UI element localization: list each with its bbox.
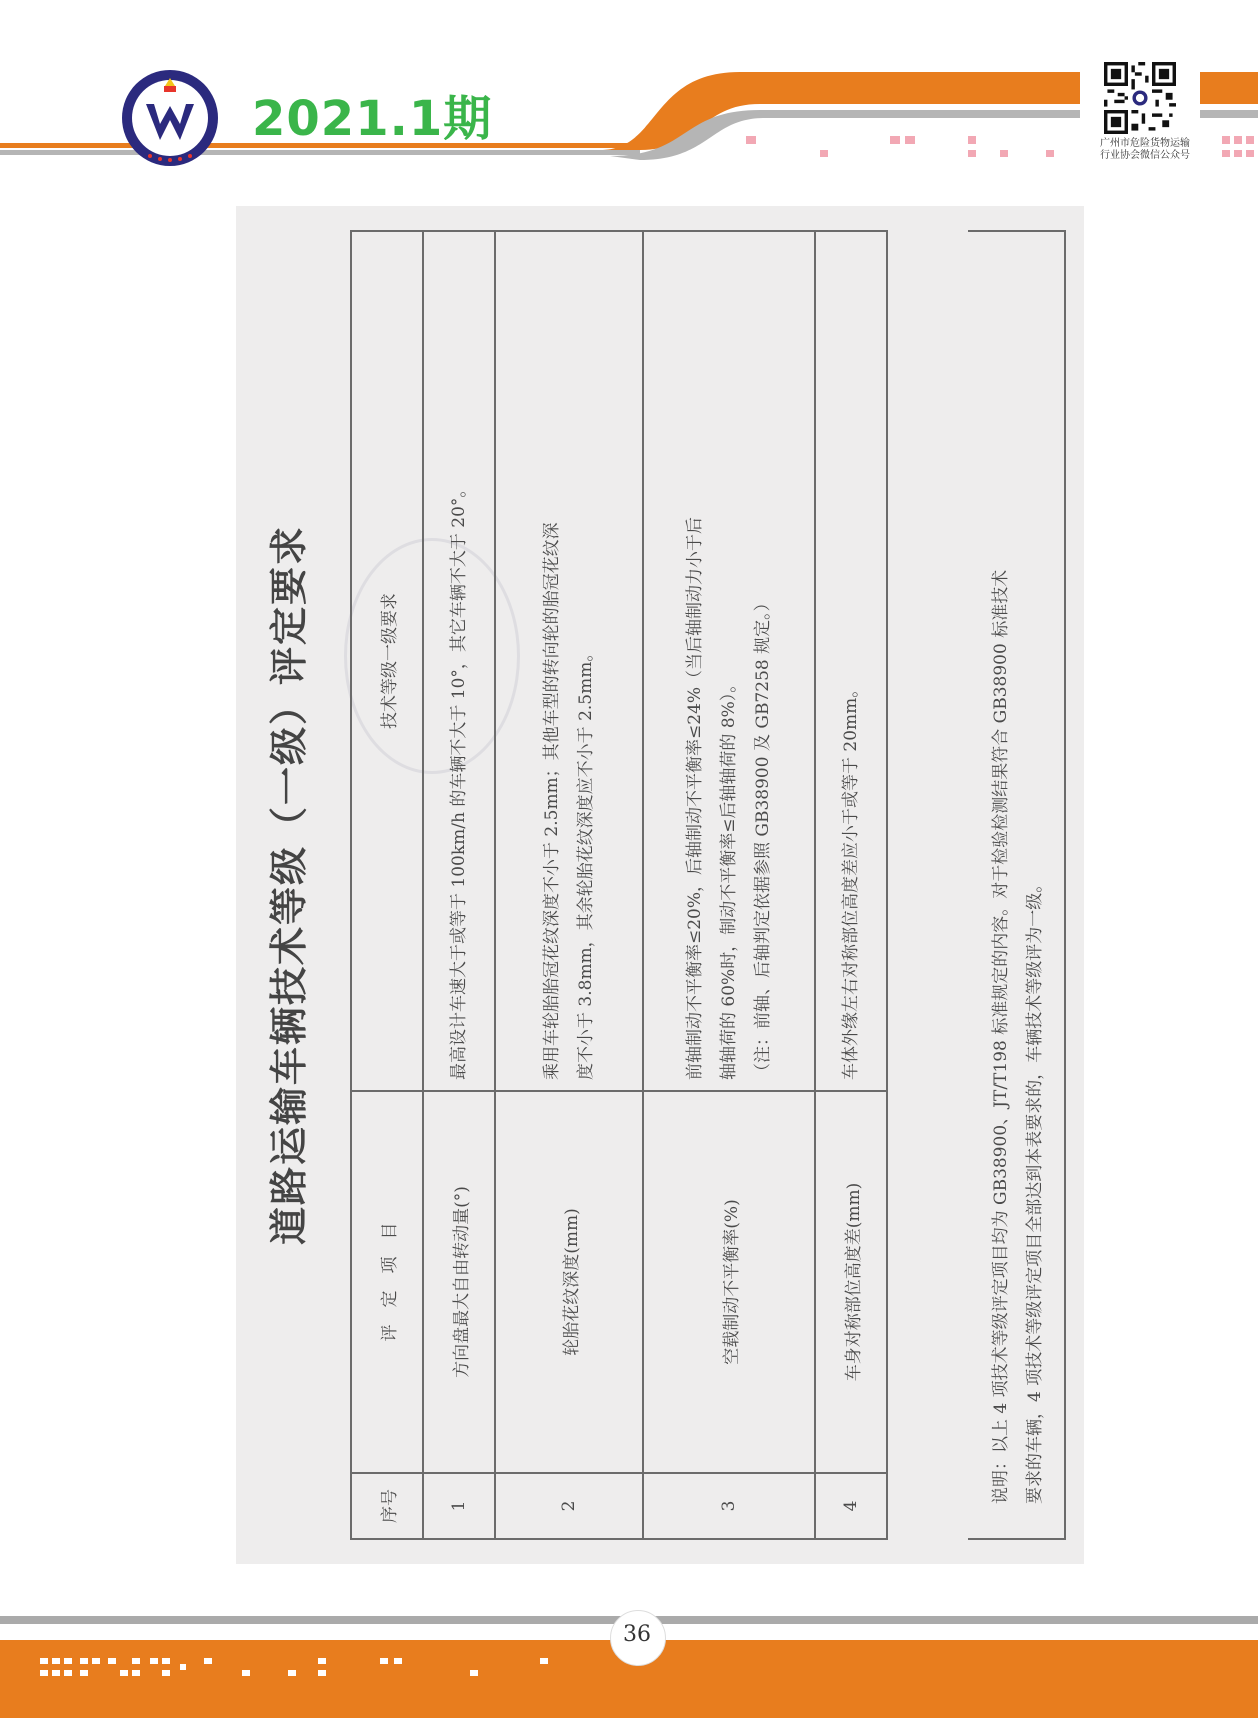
column-header-item: 评 定 项 目	[351, 1091, 423, 1473]
row-item: 车身对称部位高度差(mm)	[815, 1091, 887, 1473]
note-line: 说明：以上 4 项技术等级评定项目均为 GB38900、JT/T198 标准规定的内容。对于检验检测结果符合 GB38900 标准技术	[991, 569, 1011, 1504]
table-note	[984, 244, 1052, 1504]
row-item: 空载制动不平衡率(%)	[643, 1091, 815, 1473]
row-requirement	[815, 231, 887, 1091]
qr-caption-line: 行业协会微信公众号	[1100, 150, 1190, 161]
row-number: 1	[423, 1473, 495, 1539]
requirement-line: 度不小于 3.8mm，其余轮胎花纹深度应不小于 2.5mm。	[576, 644, 596, 1080]
table-row	[423, 231, 495, 1539]
row-number: 2	[495, 1473, 643, 1539]
qr-code	[1104, 62, 1176, 134]
header-gray-bar-right	[1200, 110, 1258, 118]
row-requirement	[643, 231, 815, 1091]
row-number: 4	[815, 1473, 887, 1539]
requirement-line: 最高设计车速大于或等于 100km/h 的车辆不大于 10°，其它车辆不大于 20°。	[449, 480, 469, 1080]
requirement-line: 乘用车轮胎胎冠花纹深度不小于 2.5mm；其他车型的转向轮的胎冠花纹深	[542, 522, 562, 1080]
requirement-line: 轴轴荷的 60%时，制动不平衡率≤后轴轴荷的 8%）。	[719, 675, 739, 1080]
header-orange-bar-right	[1200, 72, 1258, 104]
page-number: 36	[623, 1622, 651, 1647]
header-gray-line	[0, 150, 640, 155]
requirement-line: 前轴制动不平衡率≤20%，后轴制动不平衡率≤24%（当后轴制动力小于后	[685, 516, 705, 1080]
table-row	[643, 231, 815, 1539]
qr-caption-line: 广州市危险货物运输	[1100, 138, 1190, 149]
row-item: 方向盘最大自由转动量(°)	[423, 1091, 495, 1473]
note-line: 要求的车辆，4 项技术等级评定项目全部达到本表要求的，车辆技术等级评为一级。	[1025, 875, 1045, 1504]
row-requirement	[495, 231, 643, 1091]
table-row	[815, 231, 887, 1539]
table-header-row	[351, 231, 423, 1539]
row-item: 轮胎花纹深度(mm)	[495, 1091, 643, 1473]
issue-number: 2021.1期	[252, 91, 493, 147]
column-header-requirement: 技术等级一级要求	[351, 231, 423, 1091]
table-row	[495, 231, 643, 1539]
requirement-line: 车体外缘左右对称部位高度差应小于或等于 20mm。	[841, 680, 861, 1080]
document-title: 道路运输车辆技术等级（一级）评定要求	[266, 525, 311, 1246]
requirements-table	[350, 230, 888, 1540]
scanned-document	[236, 206, 1084, 1564]
column-header-number: 序号	[351, 1473, 423, 1539]
row-requirement	[423, 231, 495, 1091]
qr-caption	[1080, 138, 1210, 162]
row-number: 3	[643, 1473, 815, 1539]
association-logo	[120, 68, 220, 168]
requirement-line: （注：前轴、后轴判定依据参照 GB38900 及 GB7258 规定。）	[753, 594, 773, 1080]
